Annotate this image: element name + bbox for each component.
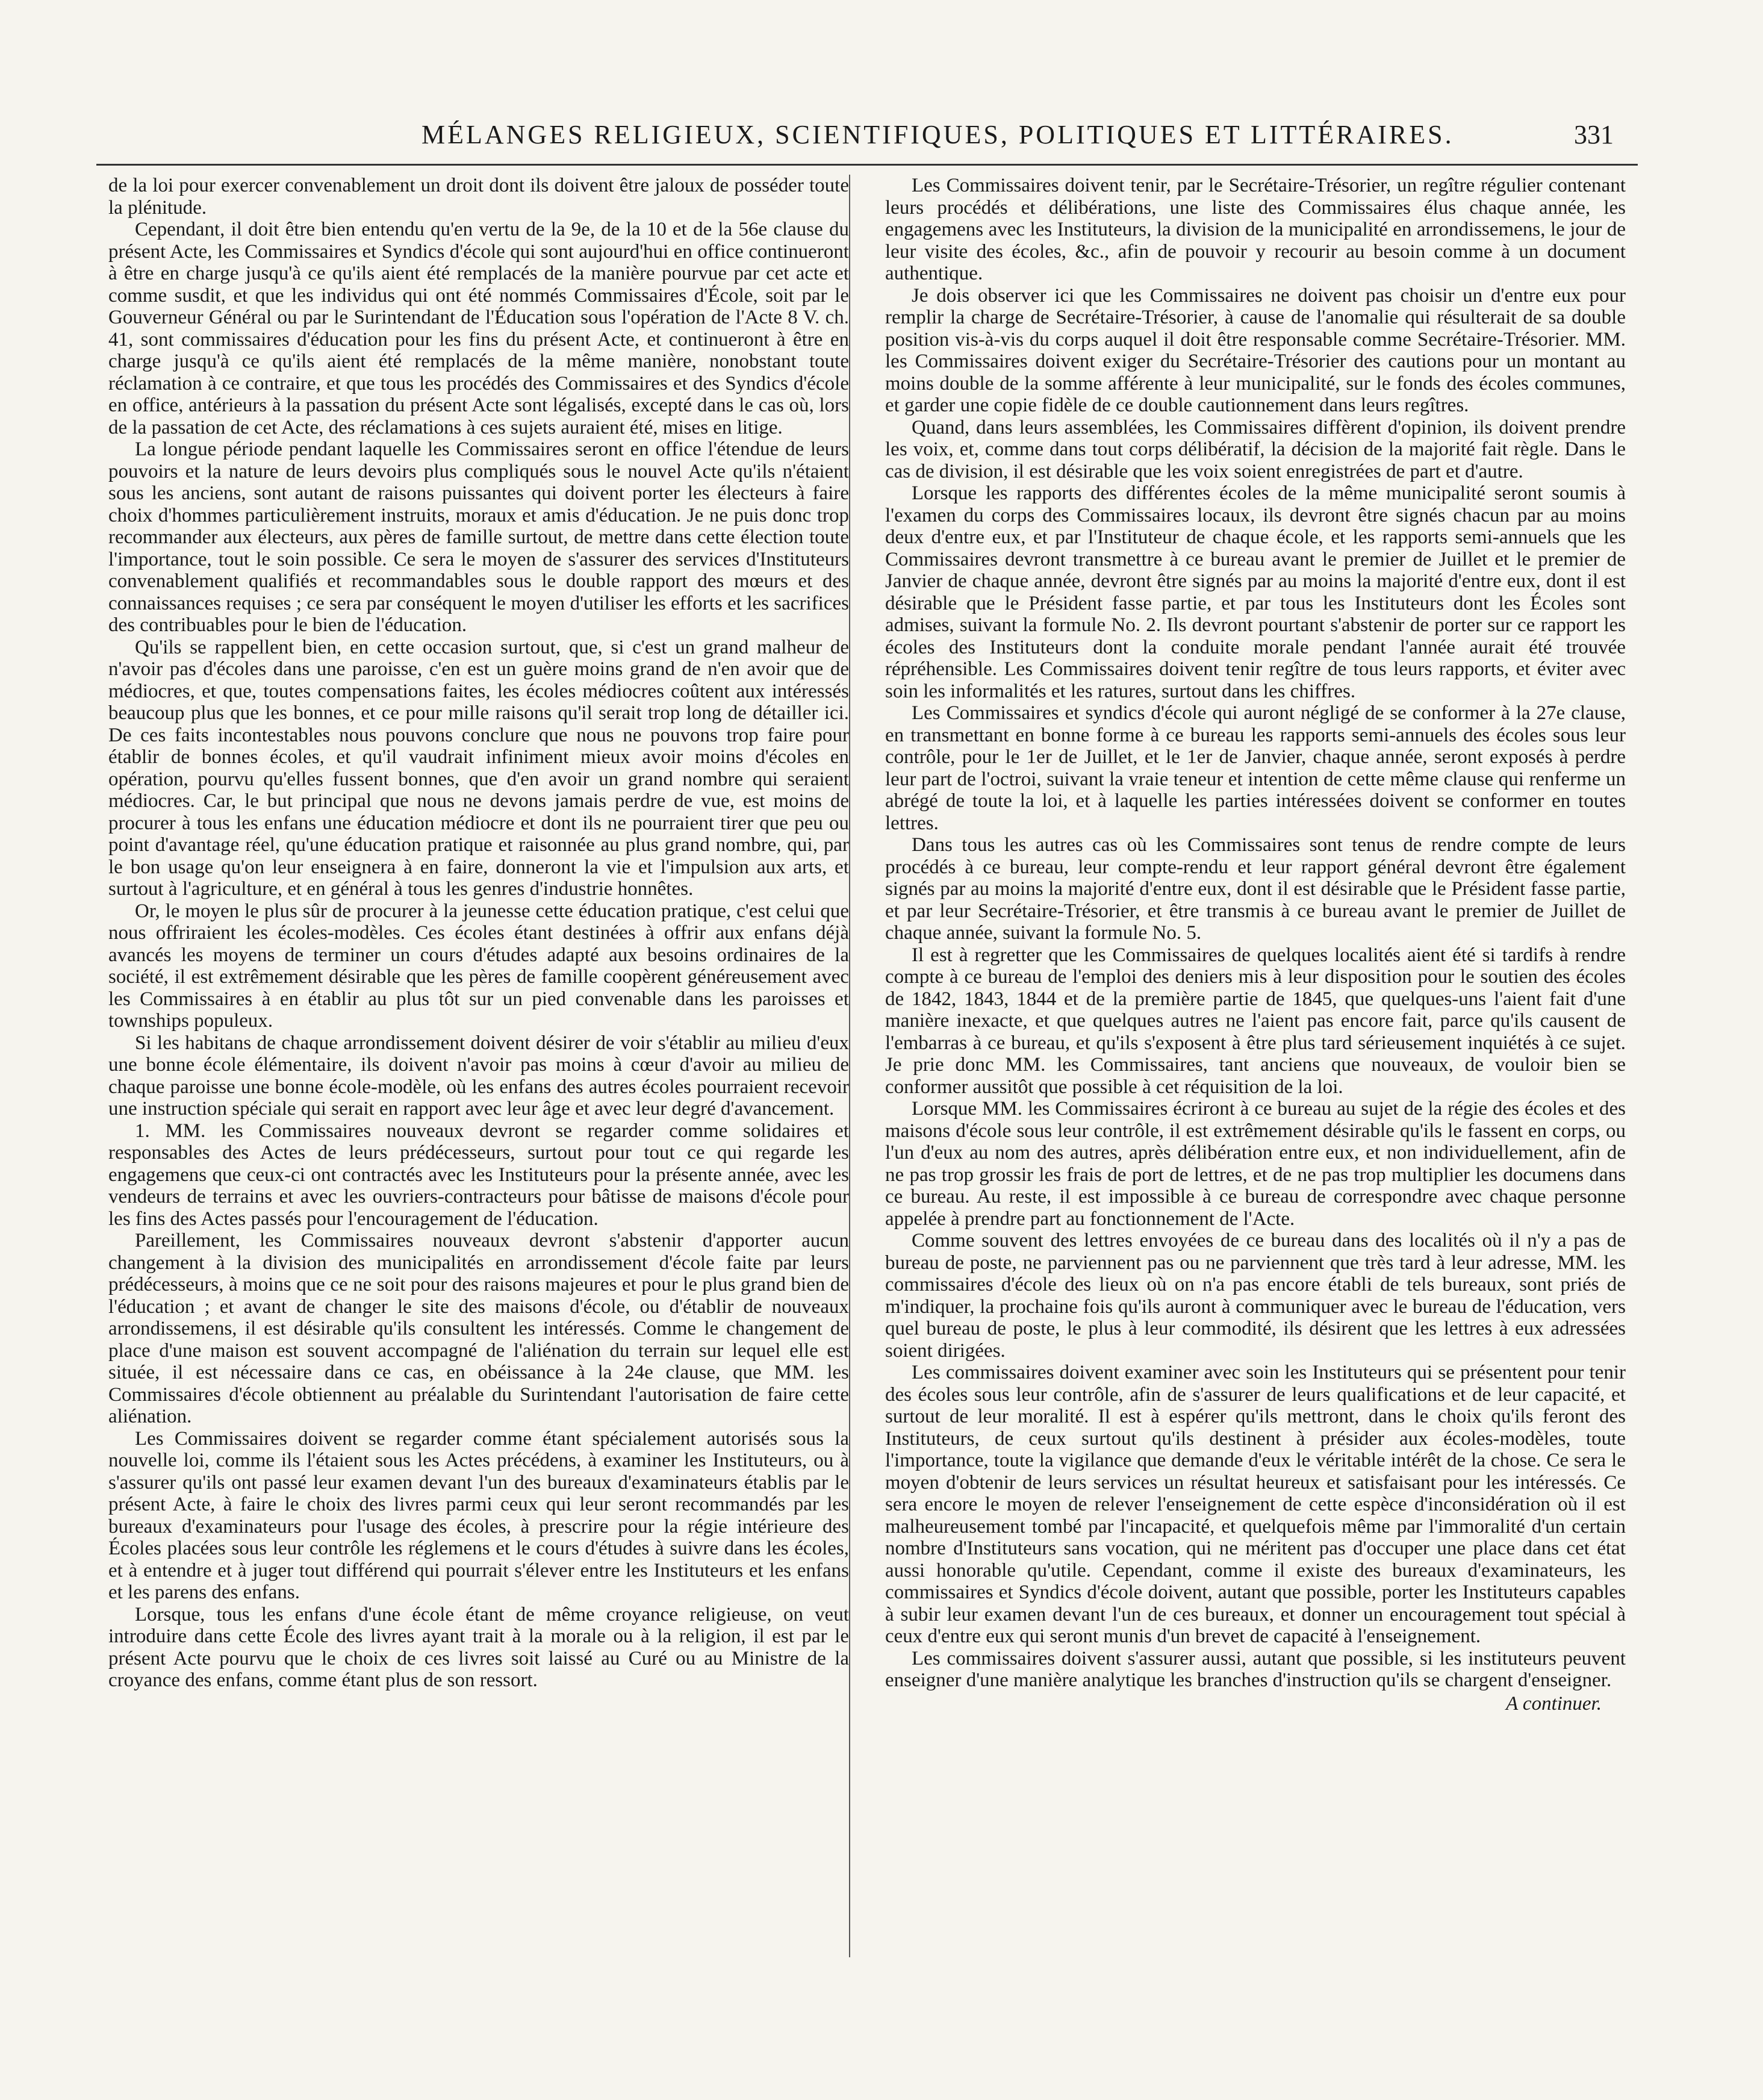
paragraph: de la loi pour exercer convenablement un droit dont ils doivent être jaloux de posséder toute la plénitude. — [108, 175, 849, 219]
paragraph: 1. MM. les Commissaires nouveaux devront se regarder comme solidaires et responsables des Actes de leurs prédécesseurs, surtout pour tout ce qui regarde les engagemens que ceux-ci ont contractés avec les Instituteurs pour la présente année, avec les vendeurs de terrains et avec les ouvriers-contracteurs pour bâtisse de maisons d'école pour les fins des Actes passés pour l'encouragement de l'éducation. — [108, 1120, 849, 1230]
paragraph: Comme souvent des lettres envoyées de ce bureau dans des localités où il n'y a pas de bureau de poste, ne parviennent pas ou ne parviennent que très tard à leur adresse, MM. les commissaires d'école des lieux où on n'a pas encore établi de tels bureaux, sont priés de m'indiquer, la prochaine fois qu'ils auront à communiquer avec le bureau de l'éducation, vers quel bureau de poste, le plus à leur commodité, ils désirent que les lettres à eux adressées soient dirigées. — [885, 1230, 1626, 1362]
paragraph: Les Commissaires et syndics d'école qui auront négligé de se conformer à la 27e clause, en transmettant en bonne forme à ce bureau les rapports semi-annuels des écoles sous leur contrôle, pour le 1er de Juillet, et le 1er de Janvier, chaque année, seront exposés à perdre leur part de l'octroi, suivant la vraie teneur et intention de cette même clause qui renferme un abrégé de toute la loi, et à laquelle les parties intéressées doivent se conformer en toutes lettres. — [885, 702, 1626, 834]
left-column — [108, 175, 849, 1981]
paragraph: Je dois observer ici que les Commissaires ne doivent pas choisir un d'entre eux pour remplir la charge de Secrétaire-Trésorier, à cause de l'anomalie qui résulterait de sa double position vis-à-vis du corps auquel il doit être responsable comme Secrétaire-Trésorier. MM. les Commissaires doivent exiger du Secrétaire-Trésorier des cautions pour un montant au moins double de la somme afférente à leur municipalité, sur le fonds des écoles communes, et garder une copie fidèle de ce double cautionnement dans leurs regîtres. — [885, 284, 1626, 416]
paragraph: Il est à regretter que les Commissaires de quelques localités aient été si tardifs à rendre compte à ce bureau de l'emploi des deniers mis à leur disposition pour le soutien des écoles de 1842, 1843, 1844 et de la première partie de 1845, que quelques-uns l'aient fait d'une manière inexacte, et que quelques autres ne l'aient pas encore fait, parce qu'ils causent de l'embarras à ce bureau, et qu'ils s'exposent à être plus tard sérieusement inquiétés à ce sujet. Je prie donc MM. les Commissaires, tant anciens que nouveaux, de vouloir bien se conformer aussitôt que possible à cet réquisition de la loi. — [885, 944, 1626, 1098]
paragraph: Pareillement, les Commissaires nouveaux devront s'abstenir d'apporter aucun changement à la division des municipalités en arrondissement d'école faite par leurs prédécesseurs, à moins que ce ne soit pour des raisons majeures et pour le plus grand bien de l'éducation ; et avant de changer le site des maisons d'école, ou d'établir de nouveaux arrondissemens, il est désirable qu'ils consultent les intéressés. Comme le changement de place d'une maison est souvent accompagné de l'aliénation du terrain sur lequel elle est située, il est nécessaire dans ce cas, en obéissance à la 24e clause, que MM. les Commissaires d'école obtiennent au préalable du Surintendant l'autorisation de faire cette aliénation. — [108, 1230, 849, 1427]
paragraph: Qu'ils se rappellent bien, en cette occasion surtout, que, si c'est un grand malheur de n'avoir pas d'écoles dans une paroisse, c'en est un guère moins grand de n'en avoir que de médiocres, et que, toutes compensations faites, les écoles médiocres coûtent aux intéressés beaucoup plus que les bonnes, et ce pour mille raisons qu'il serait trop long de détailler ici. De ces faits incontestables nous pouvons conclure que nous ne pouvons trop faire pour établir de bonnes écoles, et qu'il vaudrait infiniment mieux avoir moins d'écoles en opération, pourvu qu'elles fussent bonnes, que d'en avoir un grand nombre qui seraient médiocres. Car, le but principal que nous ne devons jamais perdre de vue, est moins de procurer à tous les enfans une éducation médiocre et dont ils ne pourraient tirer que peu ou point d'avantage réel, qu'une éducation pratique et raisonnée au plus grand nombre, qui, par le bon usage qu'on leur enseignera à en faire, donneront la vie et l'impulsion aux arts, et surtout à l'agriculture, et en général à tous les genres d'industrie honnêtes. — [108, 636, 849, 900]
paragraph: Quand, dans leurs assemblées, les Commissaires diffèrent d'opinion, ils doivent prendre les voix, et, comme dans tout corps délibératif, la décision de la majorité fait règle. Dans le cas de division, il est désirable que les voix soient enregistrées de part et d'autre. — [885, 416, 1626, 482]
paragraph: Les Commissaires doivent tenir, par le Secrétaire-Trésorier, un regître régulier contenant leurs procédés et délibérations, une liste des Commissaires élus chaque année, les engagemens avec les Instituteurs, la division de la municipalité en arrondissemens, le jour de leur visite des écoles, &c., afin de pouvoir y recourir au besoin comme à un document authentique. — [885, 175, 1626, 284]
paragraph: Lorsque les rapports des différentes écoles de la même municipalité seront soumis à l'examen du corps des Commissaires locaux, ils devront être signés chacun par au moins deux d'entre eux, et par l'Instituteur de chaque école, et les rapports semi-annuels que les Commissaires devront transmettre à ce bureau avant le premier de Juillet et le premier de Janvier de chaque année, devront être signés par au moins la majorité d'entre eux, dont il est désirable que le Président fasse partie, et par tous les Instituteurs dont les Écoles sont admises, suivant la formule No. 2. Ils devront pourtant s'abstenir de porter sur ce rapport les écoles des Instituteurs dont la conduite morale pendant l'année aurait été trouvée répréhensible. Les Commissaires doivent tenir regître de tous leurs rapports, et éviter avec soin les informalités et les ratures, surtout dans les chiffres. — [885, 482, 1626, 702]
page-number: 331 — [1574, 120, 1614, 149]
paragraph: Les commissaires doivent s'assurer aussi, autant que possible, si les instituteurs peuvent enseigner d'une manière analytique les branches d'instruction qu'ils se chargent d'enseigner. — [885, 1647, 1626, 1691]
paragraph: Si les habitans de chaque arrondissement doivent désirer de voir s'établir au milieu d'eux une bonne école élémentaire, ils doivent n'avoir pas moins à cœur d'avoir au milieu de chaque paroisse une bonne école-modèle, où les enfans des autres écoles pourraient recevoir une instruction spéciale qui serait en rapport avec leur âge et avec leur degré d'avancement. — [108, 1032, 849, 1120]
paragraph: Dans tous les autres cas où les Commissaires sont tenus de rendre compte de leurs procédés à ce bureau, leur compte-rendu et leur rapport général devront être également signés par au moins la majorité d'entre eux, dont il est désirable que le Président fasse partie, et par leur Secrétaire-Trésorier, et être transmis à ce bureau avant le premier de Juillet de chaque année, suivant la formule No. 5. — [885, 834, 1626, 944]
header-rule — [96, 164, 1638, 166]
column-divider — [849, 175, 850, 1957]
paragraph: Les Commissaires doivent se regarder comme étant spécialement autorisés sous la nouvelle loi, comme ils l'étaient sous les Actes précédens, à examiner les Instituteurs, ou à s'assurer qu'ils ont passé leur examen devant l'un des bureaux d'examinateurs établis par le présent Acte, à faire le choix des livres parmi ceux qui leur seront recommandés par les bureaux d'examinateurs pour l'usage des écoles, à prescrire pour la régie intérieure des Écoles placées sous leur contrôle les réglemens et le cours d'études à suivre dans les écoles, et à entendre et à juger tout différend qui pourrait s'élever entre les Instituteurs et les enfans et les parens des enfans. — [108, 1427, 849, 1603]
paragraph: Cependant, il doit être bien entendu qu'en vertu de la 9e, de la 10 et de la 56e clause du présent Acte, les Commissaires et Syndics d'école qui sont aujourd'hui en office continueront à être en charge jusqu'à ce qu'ils aient été remplacés de la manière pourvue par cet acte et comme susdit, et que les individus qui ont été nommés Commissaires d'École, soit par le Gouverneur Général ou par le Surintendant de l'Éducation sous l'opération de l'Acte 8 V. ch. 41, sont commissaires d'éducation pour les fins du présent Acte, et continueront à être en charge jusqu'à ce qu'ils aient été remplacés de la même manière, nonobstant toute réclamation à ce contraire, et que tous les procédés des Commissaires et des Syndics d'école en office, antérieurs à la passation du présent Acte sont légalisés, excepté dans le cas où, lors de la passation de cet Acte, des réclamations à ces sujets auraient été, mises en litige. — [108, 219, 849, 438]
running-head: MÉLANGES RELIGIEUX, SCIENTIFIQUES, POLITIQUES ET LITTÉRAIRES. — [421, 120, 1454, 149]
paragraph: Les commissaires doivent examiner avec soin les Instituteurs qui se présentent pour tenir des écoles sous leur contrôle, afin de s'assurer de leurs qualifications et de leur capacité, et surtout de leur moralité. Il est à espérer qu'ils mettront, dans le choix qu'ils feront des Instituteurs, de ceux surtout qu'ils destinent à présider aux écoles-modèles, toute l'importance, toute la vigilance que demande d'eux le véritable intérêt de la chose. Ce sera le moyen d'obtenir de leurs services un résultat heureux et satisfaisant pour les intéressés. Ce sera encore le moyen de relever l'enseignement de cette espèce d'inconsidération où il est malheureusement tombé par l'incapacité, et quelquefois même par l'immoralité d'un certain nombre d'Instituteurs sans vocation, qui ne méritent pas d'occuper une place dans cet état aussi honorable qu'utile. Cependant, comme il existe des bureaux d'examinateurs, les commissaires et Syndics d'école doivent, autant que possible, porter les Instituteurs capables à subir leur examen devant l'un de ces bureaux, et donner un encouragement tout spécial à ceux d'entre eux qui seront munis d'un brevet de capacité à l'enseignement. — [885, 1362, 1626, 1647]
page-header — [96, 114, 1638, 169]
continued-label: A continuer. — [1506, 1692, 1602, 1715]
paragraph: La longue période pendant laquelle les Commissaires seront en office l'étendue de leurs pouvoirs et la nature de leurs devoirs plus compliqués sous le nouvel Acte qu'ils n'étaient sous les anciens, sont autant de raisons puissantes qui doivent porter les électeurs à faire choix d'hommes particulièrement instruits, moraux et amis d'éducation. Je ne puis donc trop recommander aux électeurs, aux pères de famille surtout, de mettre dans cette élection toute l'importance, tout le soin possible. Ce sera le moyen de s'assurer des services d'Instituteurs convenablement qualifiés et recommandables sous le double rapport des mœurs et des connaissances requises ; ce sera par conséquent le moyen d'utiliser les efforts et les sacrifices des contribuables pour le bien de l'éducation. — [108, 438, 849, 636]
right-column — [885, 175, 1626, 1981]
paragraph: Lorsque, tous les enfans d'une école étant de même croyance religieuse, on veut introduire dans cette École des livres ayant trait à la morale ou à la religion, il est par le présent Acte pourvu que le choix de ces livres soit laissé au Curé ou au Ministre de la croyance des enfans, comme étant plus de son ressort. — [108, 1603, 849, 1691]
paragraph: Lorsque MM. les Commissaires écriront à ce bureau au sujet de la régie des écoles et des maisons d'école sous leur contrôle, il est extrêmement désirable qu'ils le fassent en corps, ou l'un d'eux au nom des autres, après délibération entre eux, et non individuellement, afin de ne pas trop grossir les frais de port de lettres, et de ne pas trop multiplier les documens dans ce bureau. Au reste, il est impossible à ce bureau de correspondre avec chaque personne appelée à prendre part au fonctionnement de l'Acte. — [885, 1098, 1626, 1230]
paragraph: Or, le moyen le plus sûr de procurer à la jeunesse cette éducation pratique, c'est celui que nous offriraient les écoles-modèles. Ces écoles étant destinées à offrir aux enfans déjà avancés les moyens de terminer un cours d'études adapté aux besoins ordinaires de la société, il est extrêmement désirable que les pères de famille coopèrent généreusement avec les Commissaires à en établir au plus tôt sur un pied convenable dans les paroisses et townships populeux. — [108, 900, 849, 1032]
text-columns — [108, 175, 1626, 1981]
